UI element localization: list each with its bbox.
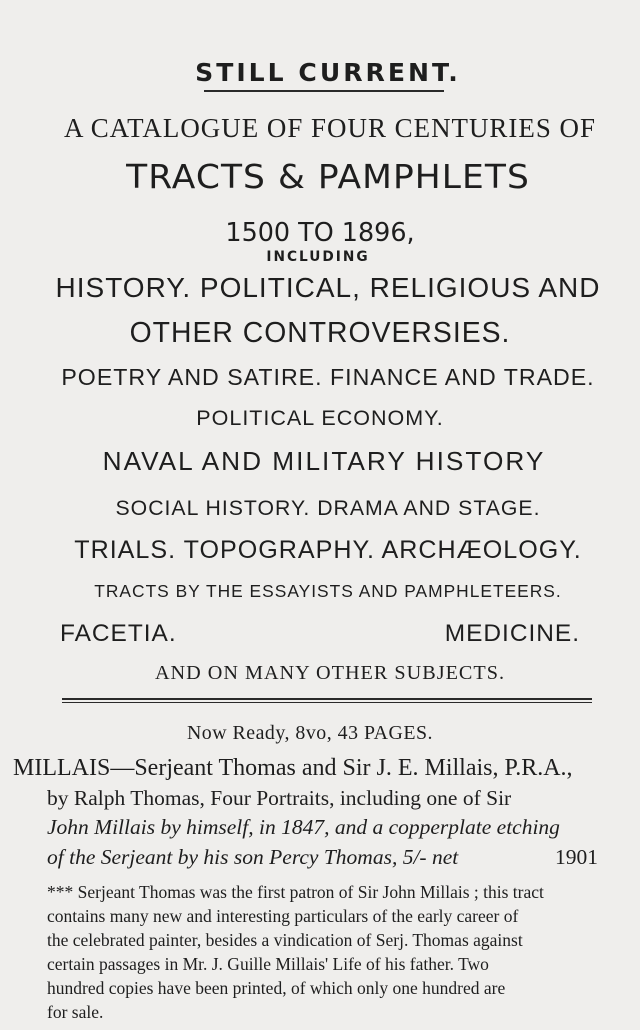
subject-line: TRIALS. TOPOGRAPHY. ARCHÆOLOGY. [74,536,582,564]
subject-line: HISTORY. POLITICAL, RELIGIOUS AND [55,272,601,303]
entry-line [47,845,598,870]
entry-line: by Ralph Thomas, Four Portraits, including one of Sir [47,786,512,810]
entry-line-text: of the Serjeant by his son Percy Thomas, 5/- net [47,845,459,869]
note-line: contains many new and interesting particulars of the early career of [47,906,519,926]
medicine-label: MEDICINE. [444,620,580,647]
subject-line: SOCIAL HISTORY. DRAMA AND STAGE. [115,496,541,520]
note-line: *** Serjeant Thomas was the first patron of Sir John Millais ; this tract [47,882,544,902]
entry-title-line: MILLAIS—Serjeant Thomas and Sir J. E. Millais, P.R.A., [13,755,573,781]
note-line: for sale. [47,1002,104,1022]
subject-pair [0,620,640,648]
entry-year: 1901 [555,845,598,869]
facetia-label: FACETIA. [60,620,177,647]
section-divider-top [62,698,592,700]
subject-line: NAVAL AND MILITARY HISTORY [102,446,546,476]
subject-line: TRACTS BY THE ESSAYISTS AND PAMPHLETEERS. [94,581,562,601]
tracts-title: TRACTS & PAMPHLETS [126,158,530,196]
note-line: hundred copies have been printed, of which only one hundred are [47,978,506,998]
note-line: certain passages in Mr. J. Guille Millais' Life of his father. Two [47,954,489,974]
subject-line: POLITICAL ECONOMY. [196,406,444,430]
note-line: the celebrated painter, besides a vindication of Serj. Thomas against [47,930,523,950]
page-heading: STILL CURRENT. [195,58,461,87]
many-subjects-line: AND ON MANY OTHER SUBJECTS. [154,662,506,684]
section-divider-bottom [62,702,592,703]
year-range: 1500 TO 1896, [225,217,415,247]
ready-notice: Now Ready, 8vo, 43 PAGES. [186,722,434,744]
subject-line: OTHER CONTROVERSIES. [129,317,511,349]
including-label: INCLUDING [266,249,370,265]
catalogue-title: A CATALOGUE OF FOUR CENTURIES OF [64,113,596,143]
entry-line: John Millais by himself, in 1847, and a copperplate etching [47,815,560,839]
subject-line: POETRY AND SATIRE. FINANCE AND TRADE. [61,364,595,390]
heading-underline [204,90,444,92]
